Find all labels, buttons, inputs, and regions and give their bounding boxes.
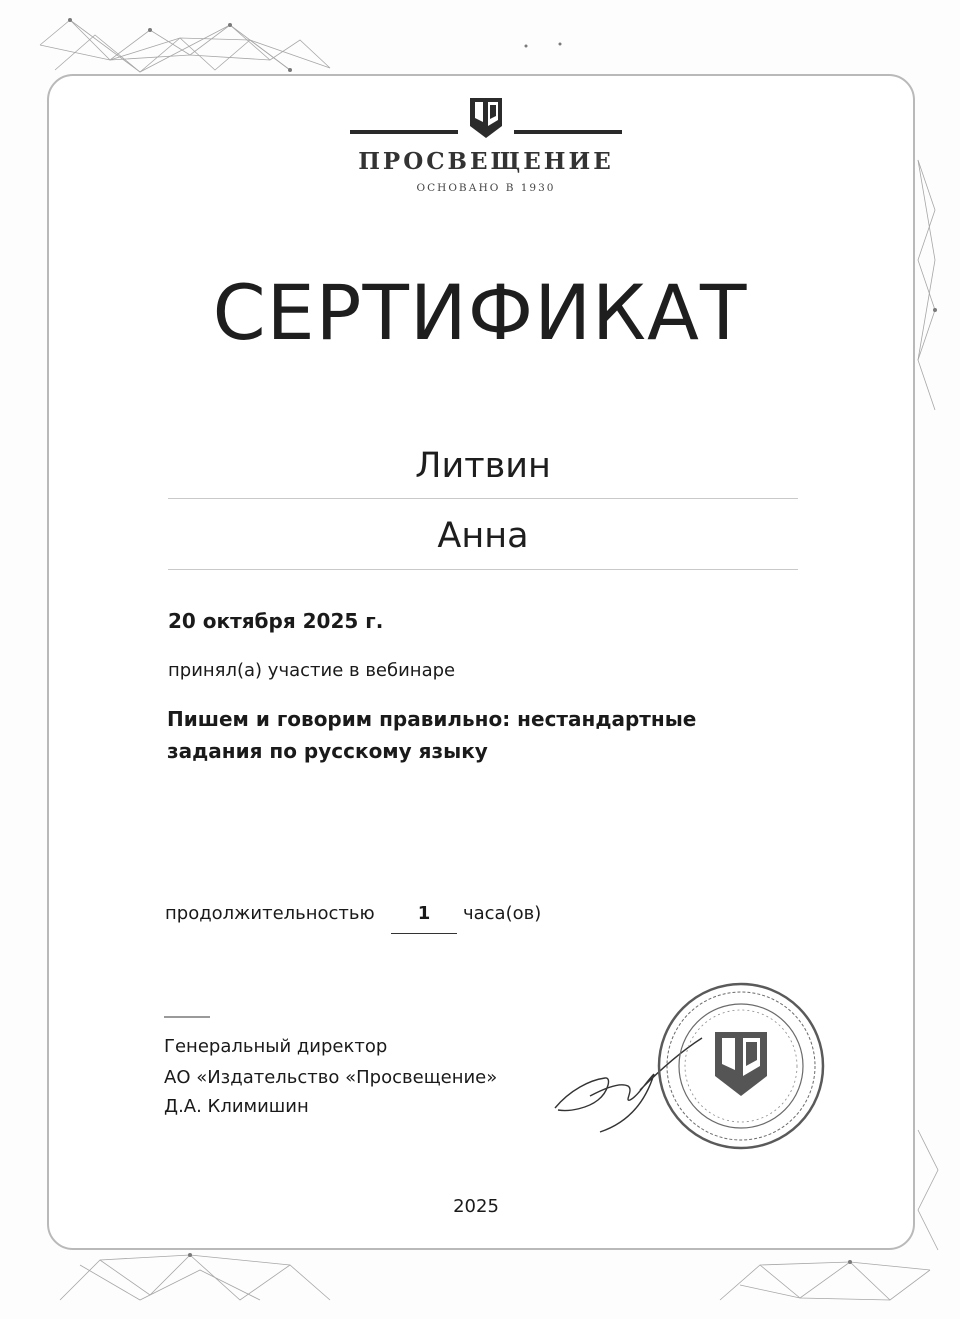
prosveshchenie-logo-icon xyxy=(468,96,504,140)
logo-rule-left xyxy=(350,130,458,134)
duration-underline xyxy=(391,933,457,934)
publisher-founded: ОСНОВАНО В 1930 xyxy=(416,182,556,194)
webinar-title-line-1: Пишем и говорим правильно: нестандартные xyxy=(167,707,697,731)
recipient-first-name: Анна xyxy=(437,516,529,556)
duration-label: продолжительностью xyxy=(165,903,375,924)
event-date: 20 октября 2025 г. xyxy=(168,609,384,633)
publisher-logo xyxy=(350,96,622,206)
company-seal xyxy=(655,980,827,1152)
webinar-title xyxy=(167,703,767,767)
signatory-company: АО «Издательство «Просвещение» xyxy=(164,1067,498,1088)
recipient-surname: Литвин xyxy=(415,446,551,486)
duration-value: 1 xyxy=(417,903,431,924)
duration-unit: часа(ов) xyxy=(463,903,542,924)
publisher-name: ПРОСВЕЩЕНИЕ xyxy=(358,148,614,175)
surname-underline xyxy=(168,498,798,499)
participation-text: принял(а) участие в вебинаре xyxy=(168,660,456,681)
signatory-rule xyxy=(164,1016,210,1018)
certificate-title: СЕРТИФИКАТ xyxy=(212,268,748,357)
first-name-underline xyxy=(168,569,798,570)
logo-rule-right xyxy=(514,130,622,134)
webinar-title-line-2: задания по русскому языку xyxy=(167,739,488,763)
certificate-year: 2025 xyxy=(453,1196,499,1217)
signatory-name: Д.А. Климишин xyxy=(164,1096,309,1117)
signatory-position: Генеральный директор xyxy=(164,1036,388,1057)
